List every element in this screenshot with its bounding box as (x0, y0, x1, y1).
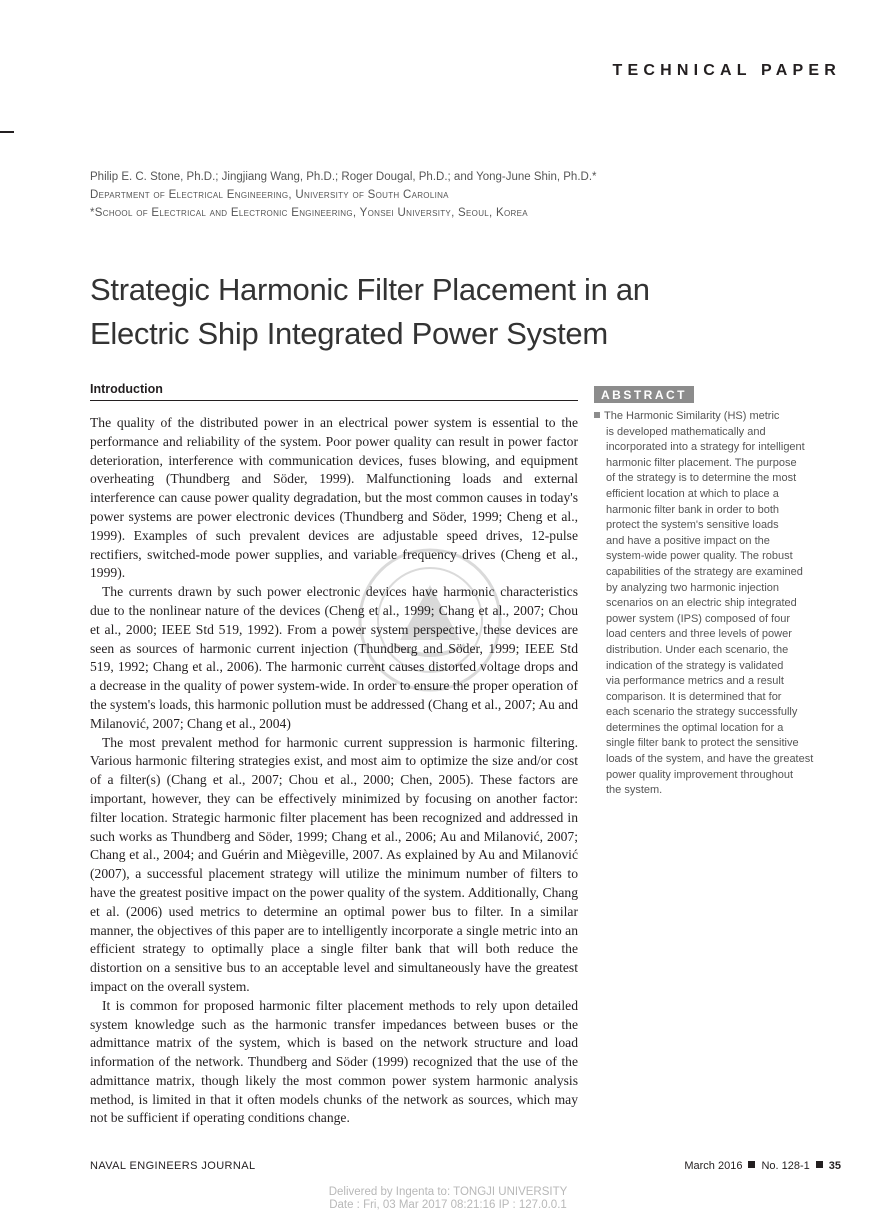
affiliation-2: *School of Electrical and Electronic Engineering, Yonsei University, Seoul, Korea (90, 207, 528, 219)
author-block (90, 168, 597, 222)
affiliation-1: Department of Electrical Engineering, University of South Carolina (90, 189, 449, 201)
abstract-line: the system. (606, 784, 663, 797)
abstract-line: comparison. It is determined that for (606, 690, 782, 703)
abstract-body (594, 409, 834, 799)
section-label: TECHNICAL PAPER (612, 62, 841, 79)
abstract-line: harmonic filter bank in order to both (606, 503, 780, 516)
issue-date: March 2016 (684, 1160, 743, 1172)
delivery-stamp (0, 1186, 896, 1212)
abstract-line: power system (IPS) composed of four (606, 612, 791, 625)
introduction-heading: Introduction (90, 382, 578, 401)
abstract-line: distribution. Under each scenario, the (606, 643, 789, 656)
abstract-line: harmonic filter placement. The purpose (606, 456, 797, 469)
paragraph: The currents drawn by such power electronic devices have harmonic characteristics due to the nonlinear nature of the devices (Cheng et al., 1999; Chang et al., 2007; Chou et al., 2000; IEEE Std 519, 1992). From a power system perspective, these devices are seen as sources of harmonic current injection (Thundberg and Söder, 1999; IEEE Std 519, 1992; Chang et al., 2006). The harmonic current causes distorted voltage drops and a decrease in the quality of power system-wide. In order to ensure the proper operation of the system's loads, this harmonic pollution must be addressed (Chang et al., 2007; Au and Milanović, 2007; Chang et al., 2004) (90, 584, 578, 731)
abstract-line: determines the optimal location for a (606, 721, 784, 734)
margin-mark (0, 131, 14, 133)
paragraph: The most prevalent method for harmonic current suppression is harmonic filtering. Various harmonic filtering strategies exist, and most aim to optimize the size and/or cost of a filter(s) (Chang et al., 2007; Chou et al., 2000; Chen, 2005). These factors are important, however, they can be effectively minimized by focusing on another factor: filter location. Strategic harmonic filter placement has been recognized and addressed in such works as Thundberg and Söder, 1999; Chang et al., 2006; Au and Milanović, 2007; Chang et al., 2004; and Guérin and Miègeville, 2007. As explained by Au and Milanović (2007), a successful placement strategy will utilize the minimum number of filters to have the greatest positive impact on the power quality of the system. Additionally, Chang et al. (2006) used metrics to determine an optimal power bus to filter. In a similar manner, the objectives of this paper are to intelligently incorporate a single metric into an efficient strategy to optimally place a single filter bank that will both reduce the distortion on a sensitive bus to an acceptable level and simultaneously have the greatest impact on the overall system. (90, 734, 578, 994)
abstract-line: capabilities of the strategy are examined (606, 565, 803, 578)
paragraph: It is common for proposed harmonic filter placement methods to rely upon detailed system knowledge such as the harmonic transfer impedances between buses or the admittance matrix of the system, which is based on the network structure and load information of the network. Thundberg and Söder (1999) recognized that the use of the admittance matrix, though likely the most common power system harmonic analysis method, is limited in that it often models chunks of the network as sources, which may not be sufficient if operating conditions change. (90, 997, 578, 1126)
abstract-line: system-wide power quality. The robust (606, 550, 793, 563)
footer-issue-info (684, 1160, 841, 1172)
issue-number: No. 128-1 (761, 1160, 810, 1172)
delivery-line: Date : Fri, 03 Mar 2017 08:21:16 IP : 127.0.0.1 (329, 1199, 567, 1211)
abstract-line: indication of the strategy is validated (606, 659, 784, 672)
abstract-line: power quality improvement throughout (606, 768, 794, 781)
bullet-icon (594, 412, 600, 418)
delivery-line: Delivered by Ingenta to: TONGJI UNIVERSITY (328, 1186, 568, 1198)
abstract-line: of the strategy is to determine the most (606, 472, 797, 485)
abstract-line: loads of the system, and have the greatest (606, 753, 814, 766)
abstract-heading: ABSTRACT (594, 386, 694, 403)
abstract-line: scenarios on an electric ship integrated (606, 597, 797, 610)
separator-icon (816, 1161, 823, 1168)
page-number: 35 (828, 1160, 841, 1172)
abstract-line: by analyzing two harmonic injection (606, 581, 780, 594)
abstract-line: The Harmonic Similarity (HS) metric (604, 410, 780, 422)
abstract-line: via performance metrics and a result (606, 675, 784, 688)
abstract-line: is developed mathematically and (606, 425, 766, 438)
abstract-line: and have a positive impact on the (606, 534, 770, 547)
author-names: Philip E. C. Stone, Ph.D.; Jingjiang Wang, Ph.D.; Roger Dougal, Ph.D.; and Yong-June Shin, Ph.D.* (90, 171, 597, 183)
abstract-line: each scenario the strategy successfully (606, 706, 798, 719)
abstract-line: load centers and three levels of power (606, 628, 792, 641)
separator-icon (748, 1161, 755, 1168)
introduction-body (90, 414, 578, 1128)
abstract-line: efficient location at which to place a (606, 487, 779, 500)
journal-name: NAVAL ENGINEERS JOURNAL (90, 1160, 256, 1172)
abstract-line: incorporated into a strategy for intelligent (606, 441, 805, 454)
paper-title: Strategic Harmonic Filter Placement in an Electric Ship Integrated Power System (90, 272, 650, 351)
abstract-line: protect the system's sensitive loads (606, 519, 779, 532)
paragraph: The quality of the distributed power in an electrical power system is essential to the performance and reliability of the system. Poor power quality can result in power factor deterioration, interference with communication devices, fuses blowing, and equipment overheating (Thundberg and Söder, 1999). Malfunctioning loads and external interference can cause power quality degradation, but the most common causes in today's power systems are power electronic devices (Thundberg and Söder, 1999; Cheng et al., 1999). Examples of such prevalent devices are adjustable speed drives, 12-pulse rectifiers, switched-mode power supplies, and variable frequency drives (Cheng et al., 1999). (90, 415, 578, 581)
abstract-line: single filter bank to protect the sensitive (606, 737, 799, 750)
